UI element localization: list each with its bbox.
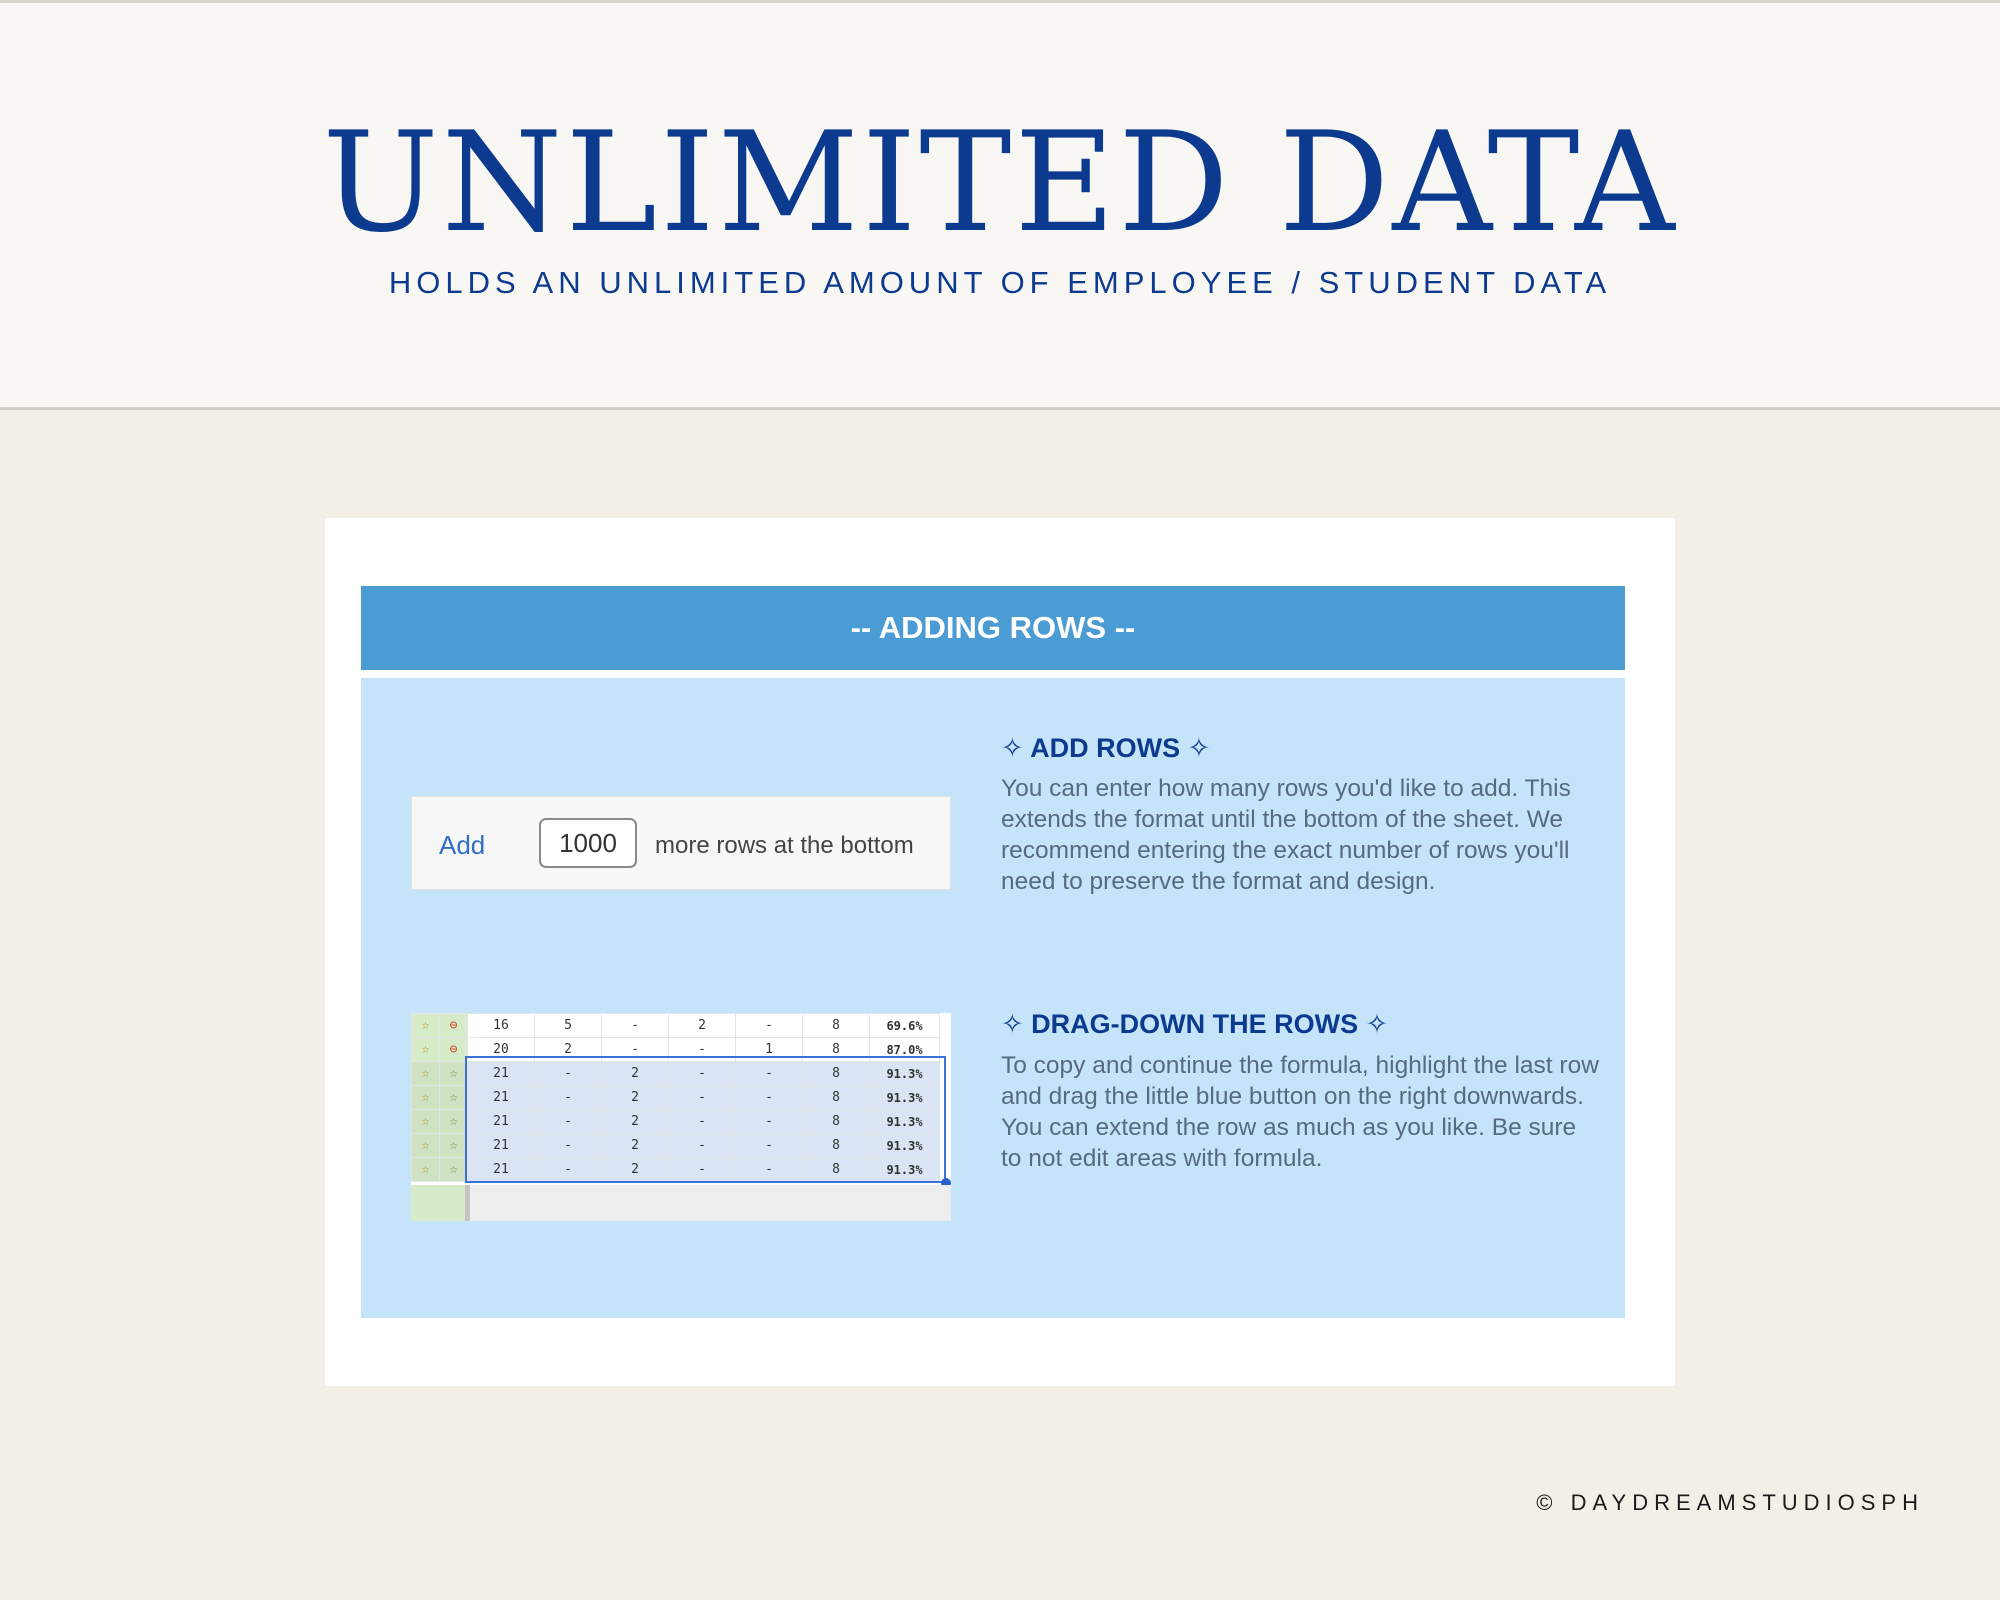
add-rows-description: You can enter how many rows you'd like to add. This extends the format until the bottom of the sheet. We recommend entering the exact number of rows you'll need to preserve the format and design. — [1001, 775, 1571, 895]
table-cell[interactable]: 2 — [602, 1086, 669, 1110]
table-cell[interactable]: 2 — [602, 1158, 669, 1182]
table-cell[interactable]: - — [736, 1134, 803, 1158]
add-rows-heading: ✧ ADD ROWS ✧ — [1001, 733, 1211, 763]
table-cell[interactable]: - — [736, 1062, 803, 1086]
add-rows-widget — [411, 796, 951, 890]
table-cell[interactable]: 21 — [468, 1110, 535, 1134]
instruction-panel — [361, 678, 1625, 1318]
table-cell[interactable]: 8 — [803, 1086, 870, 1110]
copyright-footer: © DAYDREAMSTUDIOSPH — [1536, 1490, 1924, 1515]
page-title: UNLIMITED DATA — [322, 102, 1678, 263]
table-cell[interactable]: - — [602, 1038, 669, 1062]
table-cell[interactable]: 8 — [803, 1158, 870, 1182]
row-count-input[interactable]: 1000 — [539, 818, 637, 868]
star-icon: ☆ — [412, 1014, 440, 1038]
table-cell[interactable]: - — [736, 1086, 803, 1110]
table-row — [412, 1134, 940, 1158]
star-icon: ☆ — [412, 1134, 440, 1158]
table-cell[interactable]: 21 — [468, 1062, 535, 1086]
table-cell[interactable]: - — [669, 1110, 736, 1134]
table-row — [412, 1014, 940, 1038]
table-row — [412, 1062, 940, 1086]
table-cell[interactable]: 8 — [803, 1062, 870, 1086]
sheet-empty-row — [470, 1185, 951, 1221]
table-cell[interactable]: - — [669, 1062, 736, 1086]
table-cell[interactable]: 69.6% — [870, 1014, 940, 1038]
table-cell[interactable]: 2 — [669, 1014, 736, 1038]
table-cell[interactable]: 91.3% — [870, 1134, 940, 1158]
minus-circle-icon: ⊖ — [440, 1014, 468, 1038]
star-icon: ☆ — [412, 1062, 440, 1086]
table-cell[interactable]: 2 — [602, 1110, 669, 1134]
table-row — [412, 1038, 940, 1062]
table-cell[interactable]: 91.3% — [870, 1086, 940, 1110]
page-subtitle: HOLDS AN UNLIMITED AMOUNT OF EMPLOYEE / STUDENT DATA — [388, 265, 1612, 300]
star-icon: ☆ — [440, 1134, 468, 1158]
table-cell[interactable]: - — [669, 1038, 736, 1062]
table-cell[interactable]: 8 — [803, 1110, 870, 1134]
table-cell[interactable]: 20 — [468, 1038, 535, 1062]
star-icon: ☆ — [412, 1158, 440, 1182]
table-cell[interactable]: - — [535, 1134, 602, 1158]
table-cell[interactable]: 21 — [468, 1134, 535, 1158]
header-band — [0, 0, 2000, 410]
table-cell[interactable]: 8 — [803, 1014, 870, 1038]
table-cell[interactable]: - — [602, 1014, 669, 1038]
sheet-empty-icon-cell — [411, 1185, 465, 1221]
table-cell[interactable]: - — [736, 1158, 803, 1182]
drag-rows-description: To copy and continue the formula, highlight the last row and drag the little blue button on the right downwards. You can extend the row as much as you like. Be sure to not edit areas with formula. — [1001, 1052, 1599, 1172]
star-icon: ☆ — [440, 1110, 468, 1134]
add-rows-suffix-label: more rows at the bottom — [655, 832, 914, 859]
table-cell[interactable]: - — [535, 1086, 602, 1110]
table-cell[interactable]: 91.3% — [870, 1062, 940, 1086]
minus-circle-icon: ⊖ — [440, 1038, 468, 1062]
table-cell[interactable]: 16 — [468, 1014, 535, 1038]
table-cell[interactable]: 8 — [803, 1134, 870, 1158]
table-cell[interactable]: - — [535, 1158, 602, 1182]
table-cell[interactable]: 1 — [736, 1038, 803, 1062]
table-row — [412, 1110, 940, 1134]
table-row — [412, 1086, 940, 1110]
star-icon: ☆ — [440, 1062, 468, 1086]
add-rows-button[interactable]: Add — [439, 830, 486, 860]
star-icon: ☆ — [412, 1086, 440, 1110]
table-cell[interactable]: - — [535, 1062, 602, 1086]
table-cell[interactable]: - — [736, 1110, 803, 1134]
instruction-card — [325, 518, 1675, 1386]
table-cell[interactable]: - — [669, 1158, 736, 1182]
star-icon: ☆ — [412, 1038, 440, 1062]
table-cell[interactable]: 8 — [803, 1038, 870, 1062]
table-cell[interactable]: 21 — [468, 1158, 535, 1182]
spreadsheet-preview — [411, 1013, 951, 1221]
table-cell[interactable]: 91.3% — [870, 1110, 940, 1134]
table-cell[interactable]: 2 — [535, 1038, 602, 1062]
table-cell[interactable]: 2 — [602, 1134, 669, 1158]
table-cell[interactable]: - — [535, 1110, 602, 1134]
table-row — [412, 1158, 940, 1182]
star-icon: ☆ — [412, 1110, 440, 1134]
drag-rows-heading: ✧ DRAG-DOWN THE ROWS ✧ — [1001, 1009, 1389, 1039]
star-icon: ☆ — [440, 1158, 468, 1182]
table-cell[interactable]: 5 — [535, 1014, 602, 1038]
section-banner: -- ADDING ROWS -- — [361, 586, 1625, 670]
table-cell[interactable]: 87.0% — [870, 1038, 940, 1062]
table-cell[interactable]: - — [736, 1014, 803, 1038]
table-cell[interactable]: - — [669, 1134, 736, 1158]
star-icon: ☆ — [440, 1086, 468, 1110]
table-cell[interactable]: 21 — [468, 1086, 535, 1110]
table-cell[interactable]: 2 — [602, 1062, 669, 1086]
table-cell[interactable]: - — [669, 1086, 736, 1110]
table-cell[interactable]: 91.3% — [870, 1158, 940, 1182]
